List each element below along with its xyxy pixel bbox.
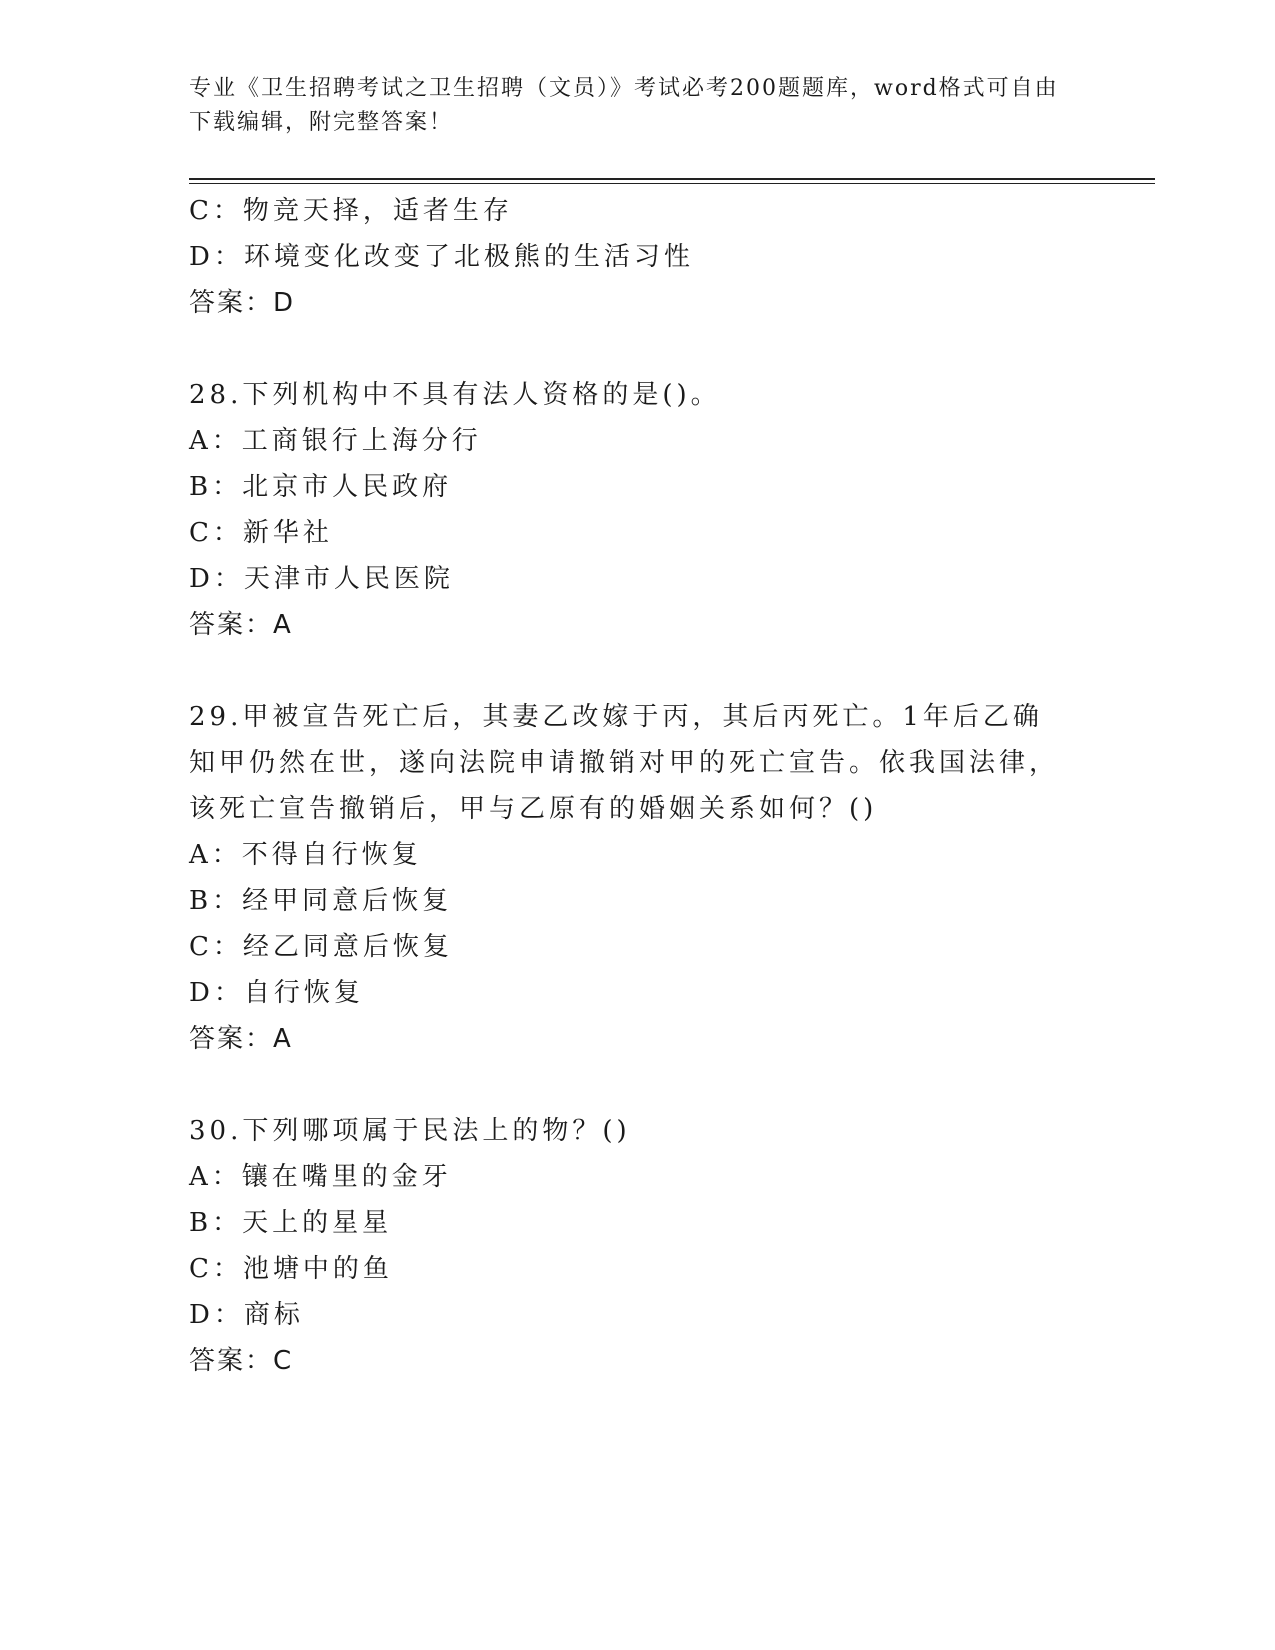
option-b: B：北京市人民政府	[189, 472, 453, 502]
option-c: C：物竞天择，适者生存	[189, 196, 513, 226]
option-c: C：经乙同意后恢复	[189, 932, 453, 962]
question-30	[189, 1108, 1089, 1384]
question-28	[189, 372, 1089, 648]
option-a: A：不得自行恢复	[189, 840, 422, 870]
answer-line: 答案：A	[189, 610, 293, 640]
question-stem: 28.下列机构中不具有法人资格的是()。	[189, 380, 721, 410]
option-d: D：自行恢复	[189, 978, 364, 1008]
question-stem: 30.下列哪项属于民法上的物？()	[189, 1116, 631, 1146]
continued-question	[189, 188, 1089, 326]
header-divider-thin	[189, 183, 1155, 184]
option-d: D：天津市人民医院	[189, 564, 454, 594]
option-c: C：池塘中的鱼	[189, 1254, 393, 1284]
answer-line: 答案：D	[189, 288, 296, 318]
document-header: 专业《卫生招聘考试之卫生招聘（文员）》考试必考200题题库，word格式可自由下载编辑，附完整答案！	[189, 76, 1059, 135]
option-c: C：新华社	[189, 518, 333, 548]
header-divider-thick	[189, 178, 1155, 180]
option-a: A：镶在嘴里的金牙	[189, 1162, 452, 1192]
option-b: B：经甲同意后恢复	[189, 886, 453, 916]
option-b: B：天上的星星	[189, 1208, 393, 1238]
option-d: D：商标	[189, 1300, 304, 1330]
answer-line: 答案：C	[189, 1346, 294, 1376]
answer-line: 答案：A	[189, 1024, 293, 1054]
option-d: D：环境变化改变了北极熊的生活习性	[189, 242, 694, 272]
option-a: A：工商银行上海分行	[189, 426, 482, 456]
question-29	[189, 694, 1089, 1062]
question-stem: 29.甲被宣告死亡后，其妻乙改嫁于丙，其后丙死亡。1年后乙确知甲仍然在世，遂向法院申请撤销对甲的死亡宣告。依我国法律，该死亡宣告撤销后，甲与乙原有的婚姻关系如何？()	[189, 702, 1060, 824]
document-body	[189, 188, 1089, 1384]
